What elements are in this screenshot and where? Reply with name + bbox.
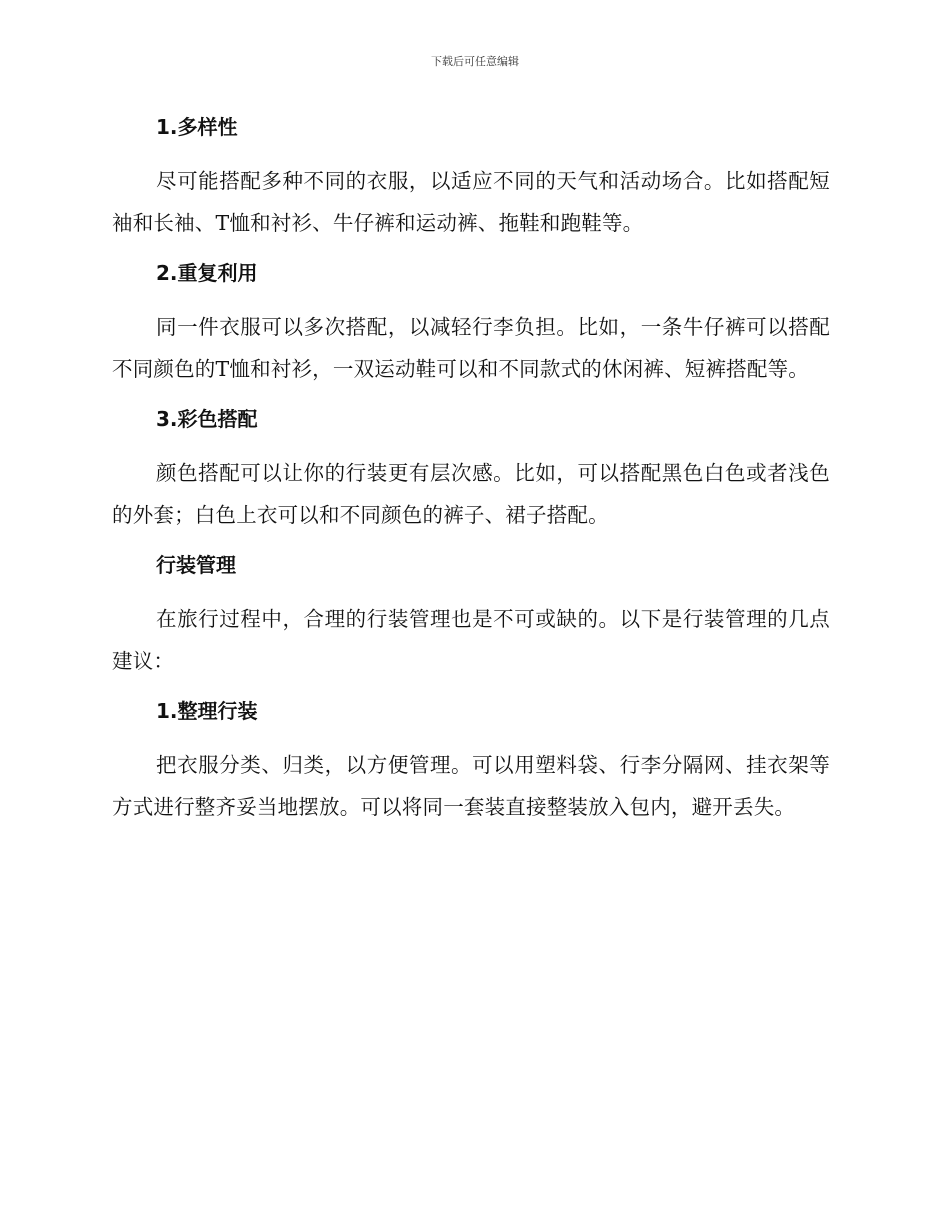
section-heading-color-matching: 3.彩色搭配 <box>156 407 258 431</box>
section-heading-luggage-management: 行装管理 <box>156 553 236 577</box>
section-paragraph-luggage-management: 在旅行过程中，合理的行装管理也是不可或缺的。以下是行装管理的几点建议： <box>112 607 830 673</box>
section-heading-organize-luggage: 1.整理行装 <box>156 699 258 723</box>
section-heading-diversity: 1.多样性 <box>156 115 238 139</box>
section-paragraph-color-matching: 颜色搭配可以让你的行装更有层次感。比如，可以搭配黑色白色或者浅色的外套；白色上衣可以和不同颜色的裤子、裙子搭配。 <box>112 461 830 527</box>
document-body <box>112 110 830 828</box>
section-paragraph-organize-luggage: 把衣服分类、归类，以方便管理。可以用塑料袋、行李分隔网、挂衣架等方式进行整齐妥当地摆放。可以将同一套装直接整装放入包内，避开丢失。 <box>112 753 830 819</box>
section-paragraph-reuse: 同一件衣服可以多次搭配，以减轻行李负担。比如，一条牛仔裤可以搭配不同颜色的T恤和衬衫，一双运动鞋可以和不同款式的休闲裤、短裤搭配等。 <box>112 315 830 381</box>
section-paragraph-diversity: 尽可能搭配多种不同的衣服，以适应不同的天气和活动场合。比如搭配短袖和长袖、T恤和衬衫、牛仔裤和运动裤、拖鞋和跑鞋等。 <box>112 169 830 235</box>
page-header: 下载后可任意编辑 <box>431 55 519 68</box>
section-heading-reuse: 2.重复利用 <box>156 261 258 285</box>
